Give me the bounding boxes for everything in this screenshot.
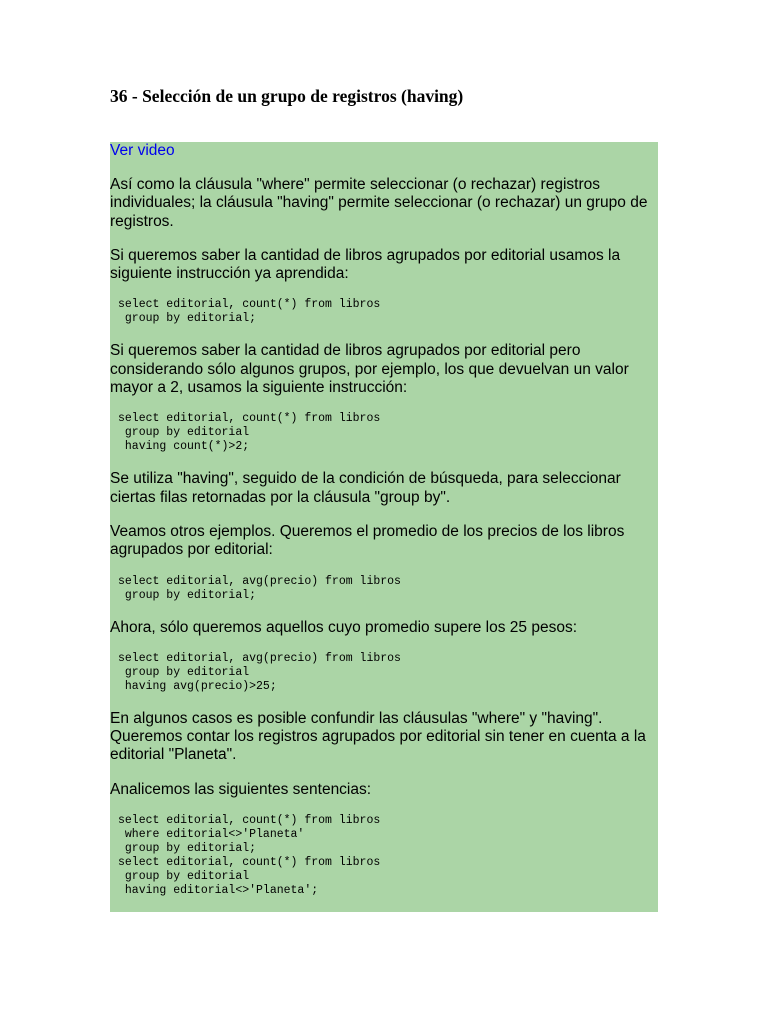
page-title: 36 - Selección de un grupo de registros (having) (110, 86, 464, 106)
paragraph: Se utiliza "having", seguido de la condición de búsqueda, para seleccionar ciertas filas retornadas por la cláusula "group by". (110, 470, 621, 506)
paragraph: Si queremos saber la cantidad de libros agrupados por editorial usamos la siguiente instrucción ya aprendida: (110, 246, 621, 283)
paragraph: En algunos casos es posible confundir las cláusulas "where" y "having". Queremos contar los registros agrupados por editorial sin tener en cuenta a la editorial "Planeta". (110, 709, 646, 764)
content-blocks (110, 176, 658, 898)
video-link[interactable]: Ver video (110, 142, 175, 159)
paragraph: Así como la cláusula "where" permite seleccionar (o rechazar) registros individuales; la cláusula "having" permite seleccionar (o rechazar) un grupo de registros. (110, 176, 648, 230)
paragraph: Veamos otros ejemplos. Queremos el promedio de los precios de los libros agrupados por editorial: (110, 522, 625, 559)
code-block: select editorial, avg(precio) from libros group by editorial having avg(precio)>25; (118, 651, 401, 693)
content-panel (110, 142, 658, 912)
paragraph: Si queremos saber la cantidad de libros agrupados por editorial pero considerando sólo algunos grupos, por ejemplo, los que devuelvan un valor mayor a 2, usamos la siguiente instrucción: (110, 342, 629, 397)
paragraph: Analicemos las siguientes sentencias: (110, 780, 372, 798)
code-block: select editorial, count(*) from libros group by editorial having count(*)>2; (118, 412, 381, 454)
code-block: select editorial, count(*) from libros group by editorial; (118, 298, 381, 326)
code-block: select editorial, count(*) from libros where editorial<>'Planeta' group by editorial; select editorial, count(*) from libros group by editorial having editorial<>'Planeta'; (118, 814, 381, 898)
code-block: select editorial, avg(precio) from libros group by editorial; (118, 574, 401, 602)
paragraph: Ahora, sólo queremos aquellos cuyo promedio supere los 25 pesos: (110, 618, 577, 636)
